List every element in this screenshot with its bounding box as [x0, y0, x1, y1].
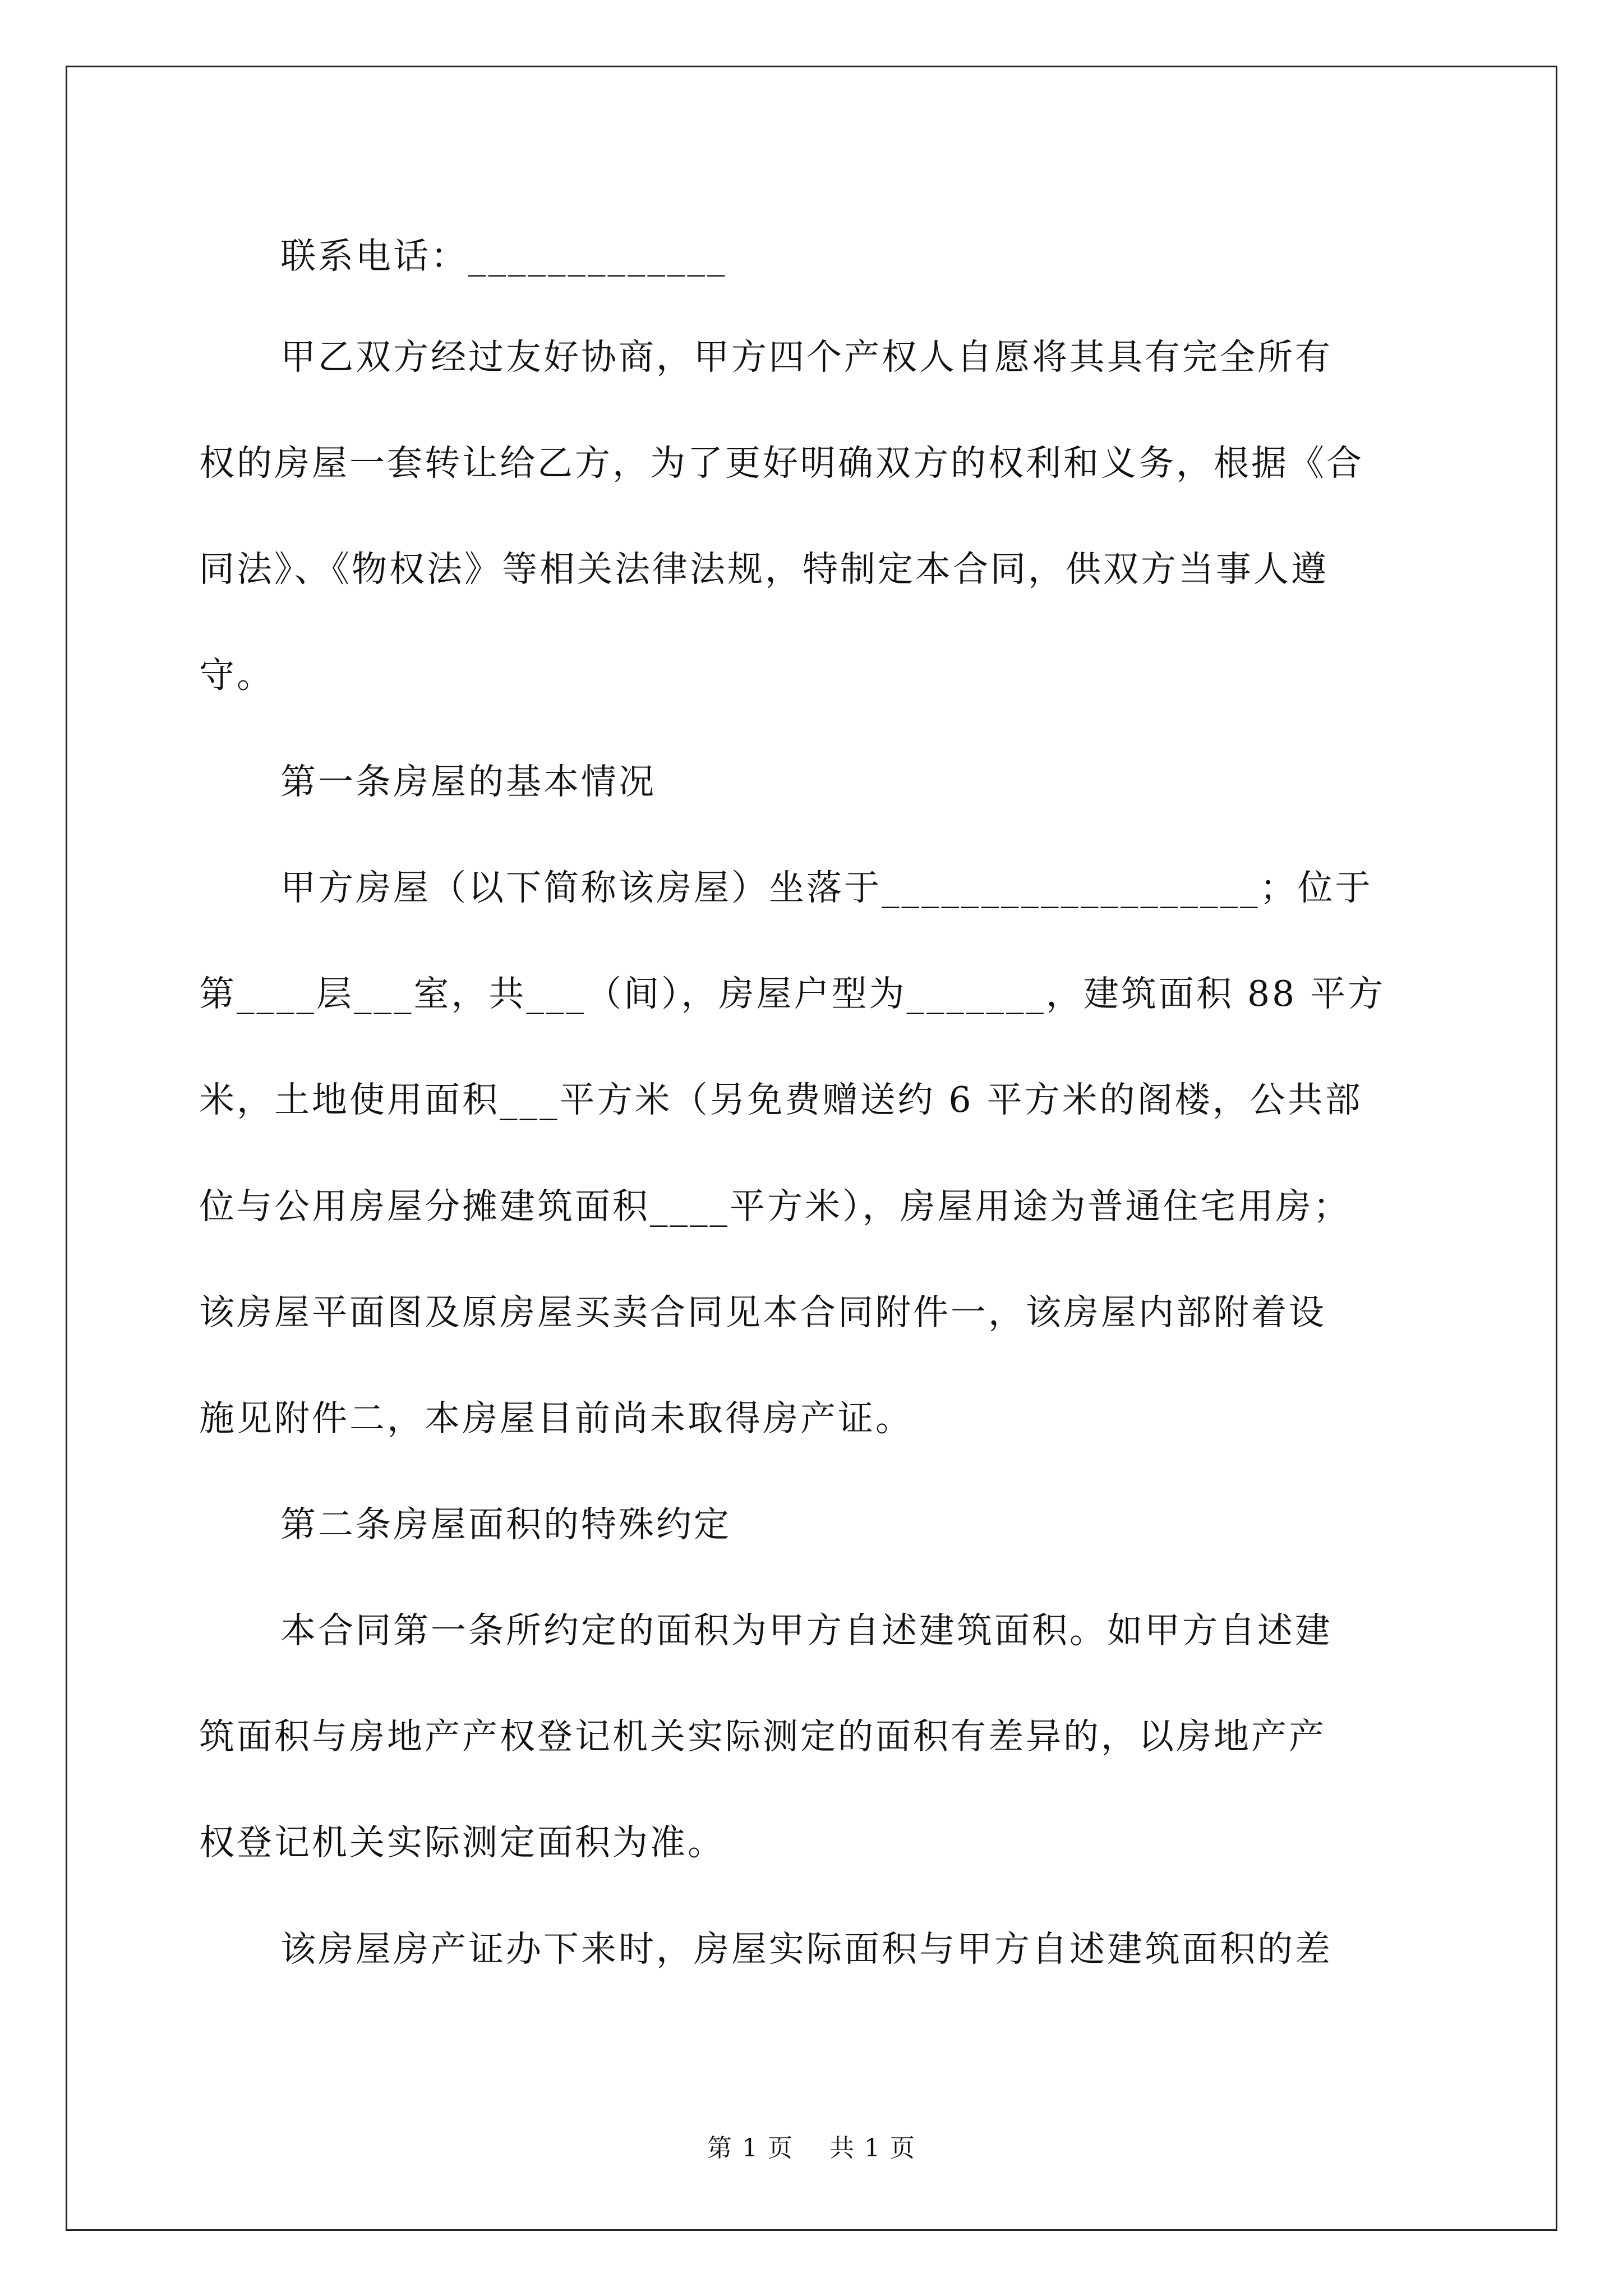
section-heading-1: 第一条房屋的基本情况	[280, 761, 656, 802]
paragraph-line: 权的房屋一套转让给乙方，为了更好明确双方的权利和义务，根据《合	[199, 443, 1364, 484]
contact-phone-line: 联系电话：_____________	[280, 236, 727, 277]
section-heading-2: 第二条房屋面积的特殊约定	[280, 1504, 731, 1545]
paragraph-line: 同法》、《物权法》等相关法律法规，特制定本合同，供双方当事人遵	[199, 549, 1329, 590]
paragraph-line: 米，土地使用面积___平方米（另免费赠送约 6 平方米的阁楼，公共部	[199, 1079, 1363, 1120]
paragraph-line: 本合同第一条所约定的面积为甲方自述建筑面积。如甲方自述建	[280, 1610, 1332, 1651]
paragraph-line: 甲方房屋（以下简称该房屋）坐落于___________________；位于	[280, 867, 1373, 908]
paragraph-line: 甲乙双方经过友好协商，甲方四个产权人自愿将其具有完全所有	[280, 337, 1332, 378]
page-footer: 第 1 页 共 1 页	[707, 2134, 916, 2162]
page-border	[66, 66, 1557, 2231]
paragraph-line: 该房屋平面图及原房屋买卖合同见本合同附件一，该房屋内部附着设	[199, 1292, 1326, 1333]
paragraph-line: 位与公用房屋分摊建筑面积____平方米），房屋用途为普通住宅用房；	[199, 1186, 1351, 1227]
paragraph-line: 第____层___室，共___（间），房屋户型为_______，建筑面积 88 平方	[199, 973, 1386, 1014]
paragraph-line: 筑面积与房地产产权登记机关实际测定的面积有差异的，以房地产产	[199, 1716, 1326, 1757]
paragraph-line: 守。	[199, 655, 274, 696]
paragraph-line: 施见附件二，本房屋目前尚未取得房产证。	[199, 1398, 913, 1439]
paragraph-line: 该房屋房产证办下来时，房屋实际面积与甲方自述建筑面积的差	[280, 1929, 1332, 1970]
paragraph-line: 权登记机关实际测定面积为准。	[199, 1822, 725, 1863]
